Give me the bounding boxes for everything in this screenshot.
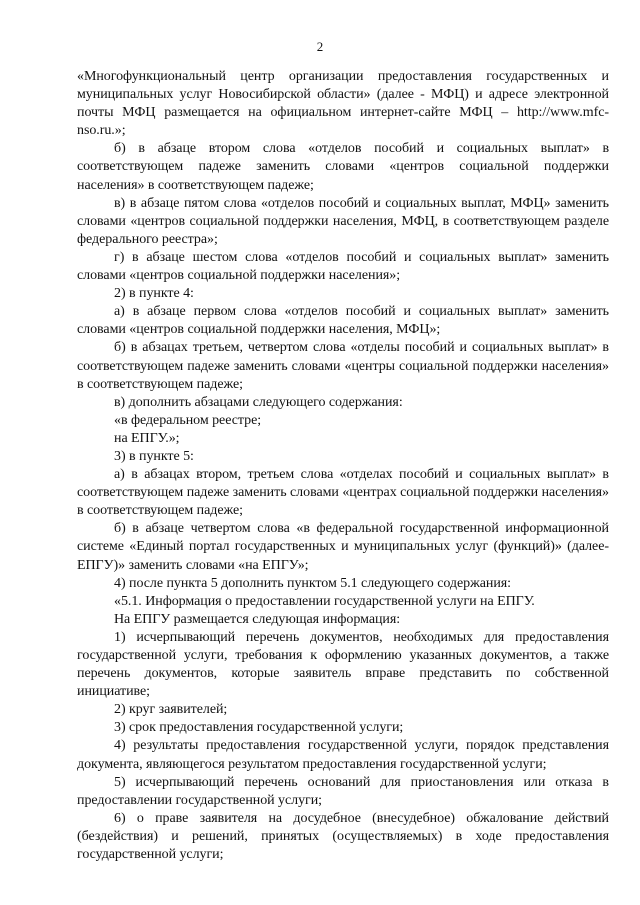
paragraph-6: а) в абзаце первом слова «отделов пособий и социальных выплат» заменить словами «центров социальной поддержки населения, МФЦ»;: [77, 304, 609, 338]
paragraph-8: в) дополнить абзацами следующего содержания:: [114, 394, 403, 410]
paragraph-22: 6) о праве заявителя на досудебное (внесудебное) обжалование действий (бездействия) и решений, принятых (осуществляемых) в ходе предоставления государственной услуги;: [77, 810, 609, 863]
paragraph-2: б) в абзаце втором слова «отделов пособий и социальных выплат» в соответствующем падеже заменить словами «центров социальной поддержки населения» в соответствующем падеже;: [77, 141, 609, 193]
paragraph-20: 4) результаты предоставления государственной услуги, порядок представления документа, являющегося результатом предоставления государственной услуги;: [77, 738, 609, 772]
paragraph-17: 1) исчерпывающий перечень документов, необходимых для предоставления государственной услуги, требования к оформлению указанных документов, а также перечень документов, которые заявитель вправе представить по собственной инициативе;: [77, 629, 609, 700]
page-number: 2: [316, 39, 324, 54]
paragraph-3: в) в абзаце пятом слова «отделов пособий и социальных выплат, МФЦ» заменить словами «центров социальной поддержки населения, МФЦ, в соответствующем разделе федерального реестра»;: [77, 195, 609, 247]
paragraph-19: 3) срок предоставления государственной услуги;: [114, 720, 404, 736]
paragraph-10: на ЕПГУ.»;: [114, 430, 180, 446]
paragraph-12: а) в абзацах втором, третьем слова «отделах пособий и социальных выплат» в соответствующем падеже заменить словами «центрах социальной поддержки населения» в соответствующем падеже;: [77, 467, 609, 519]
paragraph-7: б) в абзацах третьем, четвертом слова «отделы пособий и социальных выплат» в соответствующем падеже заменить словами «центры социальной поддержки населения» в соответствующем падеже;: [77, 340, 609, 392]
paragraph-5: 2) в пункте 4:: [114, 286, 194, 302]
paragraph-4: г) в абзаце шестом слова «отделов пособий и социальных выплат» заменить словами «центров социальной поддержки населения»;: [77, 249, 609, 284]
paragraph-11: 3) в пункте 5:: [114, 448, 194, 464]
paragraph-16: На ЕПГУ размещается следующая информация:: [114, 611, 401, 627]
paragraph-15: «5.1. Информация о предоставлении государственной услуги на ЕПГУ.: [114, 593, 535, 609]
paragraph-1: «Многофункциональный центр организации предоставления государственных и муниципальных услуг Новосибирской области» (далее - МФЦ) и адресе электронной почты МФЦ размещается на официальном интернет-сайте МФЦ – http://www.mfc-nso.ru.»;: [77, 69, 609, 139]
paragraph-13: б) в абзаце четвертом слова «в федеральной государственной информационной системе «Единый портал государственных и муниципальных услуг (функций)» (далее-ЕПГУ)» заменить словами «на ЕПГУ»;: [77, 521, 609, 573]
paragraph-14: 4) после пункта 5 дополнить пунктом 5.1 следующего содержания:: [114, 575, 512, 591]
document-body: [77, 68, 609, 864]
paragraph-9: «в федеральном реестре;: [114, 412, 262, 428]
paragraph-21: 5) исчерпывающий перечень оснований для приостановления или отказа в предоставлении государственной услуги;: [77, 774, 609, 808]
paragraph-18: 2) круг заявителей;: [114, 702, 228, 718]
